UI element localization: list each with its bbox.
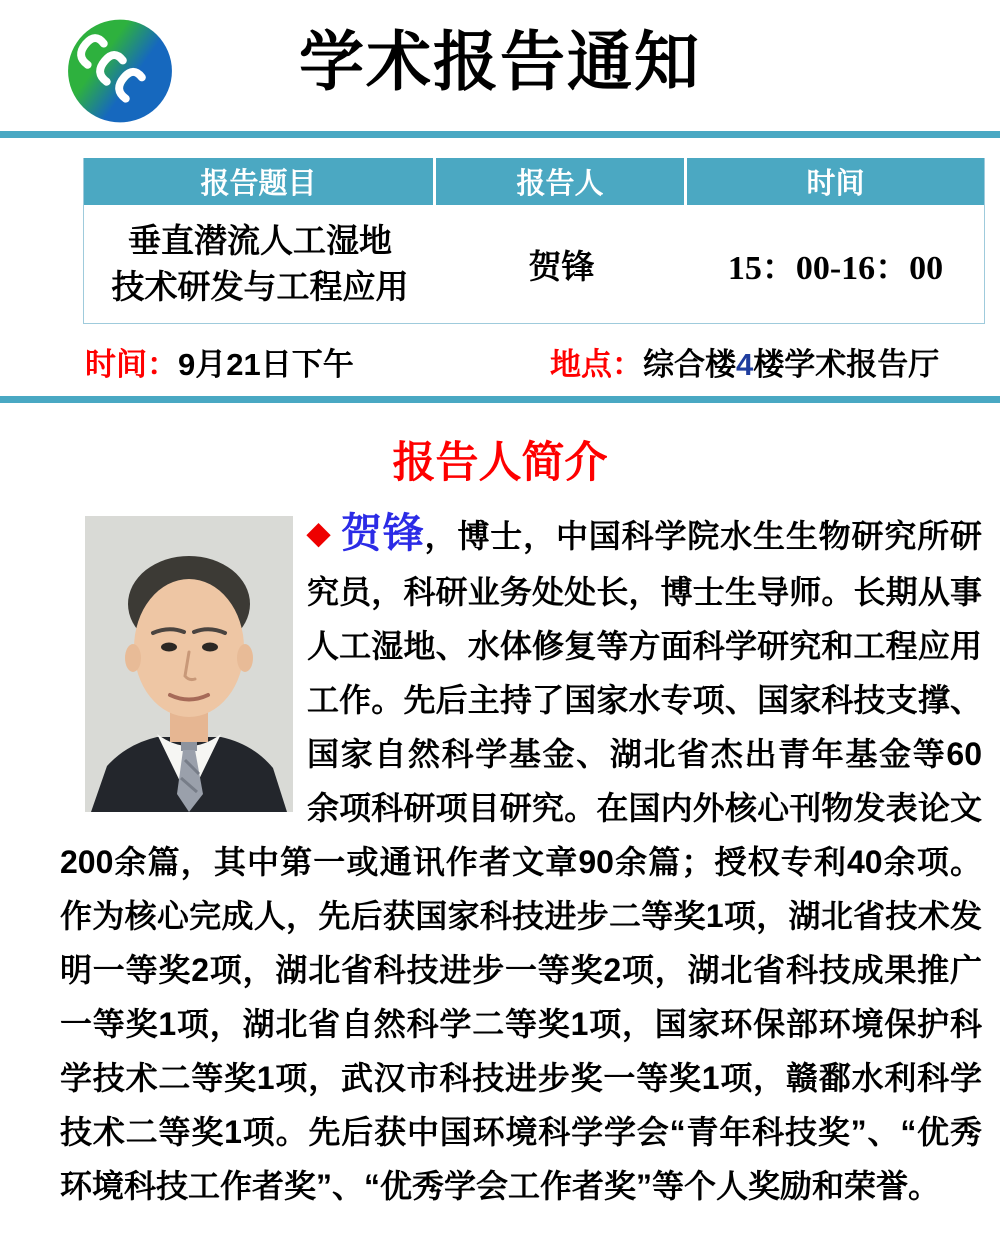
time-cell: 15：00-16：00 (727, 249, 944, 287)
schedule-table (83, 158, 985, 324)
diamond-bullet-icon: ◆ (307, 517, 331, 550)
schedule-table-row (84, 205, 984, 323)
header-cell-topic: 报告题目 (84, 158, 436, 205)
info-row (0, 339, 1000, 383)
speaker-name: 贺锋 (340, 510, 425, 556)
speaker-cell: 贺锋 (528, 247, 595, 285)
place-info (550, 339, 939, 384)
teal-divider-middle (0, 396, 1000, 403)
place-floor-number: 4 (736, 347, 754, 382)
place-value-prefix: 综合楼 (643, 347, 736, 382)
teal-divider-top (0, 131, 1000, 138)
place-label: 地点： (550, 347, 643, 382)
poster-header (0, 0, 1000, 131)
page-title: 学术报告通知 (298, 25, 701, 98)
topic-line-2: 技术研发与工程应用 (111, 268, 409, 305)
bio-section (60, 506, 982, 1213)
header-cell-time: 时间 (806, 168, 865, 200)
topic-line-1: 垂直潜流人工湿地 (128, 222, 392, 259)
speaker-photo (85, 516, 293, 812)
topic-cell (84, 205, 436, 323)
time-value: 9月21日下午 (178, 347, 354, 382)
place-value-suffix: 楼学术报告厅 (753, 347, 940, 382)
bio-text: ，博士，中国科学院水生生物研究所研究员，科研业务处处长，博士生导师。长期从事人工湿地、水体修复等方面科学研究和工程应用工作。先后主持了国家水专项、国家科技支撑、国家自然科学基金、湖北省杰出青年基金等60余项科研项目研究。在国内外核心刊物发表论文200余篇，其中第一或通讯作者文章90余篇；授权专利40余项。作为核心完成人，先后获国家科技进步二等奖1项，湖北省技术发明一等奖2项，湖北省科技进步一等奖2项，湖北省科技成果推广一等奖1项，湖北省自然科学二等奖1项，国家环保部环境保护科学技术二等奖1项，武汉市科技进步奖一等奖1项，赣鄱水利科学技术二等奖1项。先后获中国环境科学学会“青年科技奖”、“优秀环境科技工作者奖”、“优秀学会工作者奖”等个人奖励和荣誉。 (60, 518, 983, 1204)
time-label: 时间： (85, 347, 178, 382)
time-info (85, 339, 354, 384)
schedule-table-header (84, 158, 984, 205)
header-cell-speaker: 报告人 (436, 158, 687, 205)
bio-heading: 报告人简介 (392, 439, 608, 487)
